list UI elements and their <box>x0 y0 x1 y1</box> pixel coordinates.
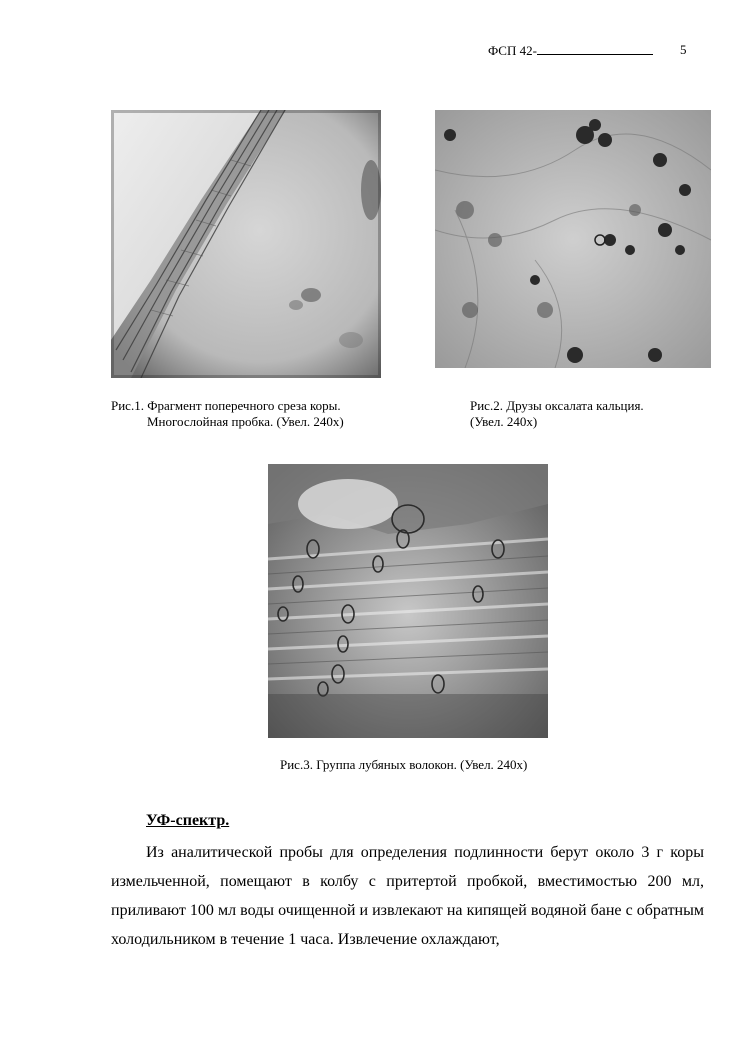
figure-2-caption <box>470 398 710 430</box>
figure-1-caption <box>111 398 411 430</box>
page-header <box>488 42 653 59</box>
section-title: УФ-спектр. <box>146 812 230 829</box>
figure-3-caption: Рис.3. Группа лубяных волокон. (Увел. 240х) <box>280 757 528 772</box>
figure-2-caption-line2: (Увел. 240х) <box>470 414 538 429</box>
figure-3-micrograph <box>268 464 548 738</box>
body-paragraph: Из аналитической пробы для определения подлинности берут около 3 г коры измельченной, помещают в колбу с притертой пробкой, вместимостью 200 мл, приливают 100 мл воды очищенной и извлекают на кипящей водяной бане с обратным холодильником в течение 1 часа. Извлечение охлаждают, <box>111 844 704 948</box>
figure-2-micrograph <box>435 110 711 368</box>
doc-code: ФСП 42- <box>488 43 537 58</box>
figure-1-micrograph <box>111 110 381 378</box>
figure-2-caption-line1: Рис.2. Друзы оксалата кальция. <box>470 398 644 413</box>
doc-code-blank <box>537 42 653 55</box>
figure-1-caption-line1: Рис.1. Фрагмент поперечного среза коры. <box>111 398 341 413</box>
figure-1-caption-line2: Многослойная пробка. (Увел. 240х) <box>147 414 344 429</box>
page-number: 5 <box>680 42 687 57</box>
